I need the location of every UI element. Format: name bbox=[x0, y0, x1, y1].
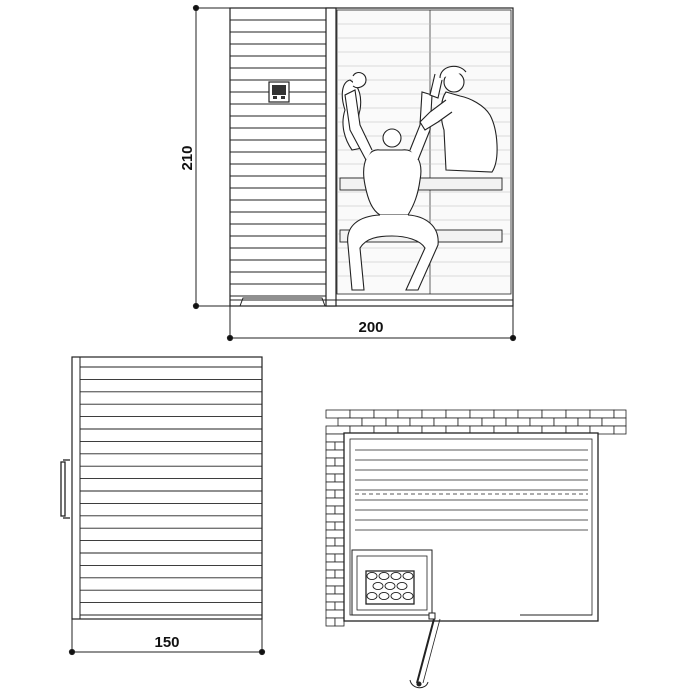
side-outer-frame bbox=[72, 357, 262, 619]
brick bbox=[386, 418, 410, 426]
heater-stone bbox=[403, 572, 413, 579]
brick bbox=[335, 474, 344, 482]
front-door-post bbox=[326, 8, 336, 306]
brick bbox=[326, 586, 335, 594]
brick bbox=[422, 410, 446, 418]
brick bbox=[335, 538, 344, 546]
brick bbox=[326, 610, 344, 618]
brick bbox=[326, 538, 335, 546]
brick bbox=[326, 490, 335, 498]
brick bbox=[326, 482, 344, 490]
brick-wall-top bbox=[326, 410, 626, 434]
brick-wall-left bbox=[326, 434, 344, 626]
brick bbox=[506, 418, 530, 426]
brick bbox=[614, 426, 626, 434]
brick bbox=[494, 410, 518, 418]
brick bbox=[326, 514, 344, 522]
brick bbox=[338, 418, 362, 426]
brick bbox=[335, 442, 344, 450]
brick bbox=[554, 418, 578, 426]
heater-stone bbox=[367, 592, 377, 599]
brick bbox=[335, 586, 344, 594]
brick bbox=[326, 602, 335, 610]
brick bbox=[326, 474, 335, 482]
brick bbox=[335, 554, 344, 562]
brick bbox=[566, 410, 590, 418]
brick bbox=[590, 410, 614, 418]
door-handle-icon bbox=[61, 460, 70, 518]
heater-icon bbox=[366, 571, 414, 604]
floor-plan bbox=[326, 410, 626, 688]
brick bbox=[326, 410, 350, 418]
heater-stone bbox=[373, 582, 383, 589]
brick bbox=[578, 418, 602, 426]
brick bbox=[518, 410, 542, 418]
brick bbox=[326, 570, 335, 578]
brick bbox=[326, 498, 344, 506]
brick bbox=[326, 466, 344, 474]
brick bbox=[326, 506, 335, 514]
side-wall-slats bbox=[80, 367, 262, 615]
brick bbox=[434, 418, 458, 426]
heater-stone bbox=[385, 582, 395, 589]
width-label: 200 bbox=[358, 319, 384, 336]
brick bbox=[326, 442, 335, 450]
depth-label: 150 bbox=[154, 634, 180, 651]
dimension-dot bbox=[193, 5, 198, 10]
brick bbox=[614, 410, 626, 418]
side-elevation bbox=[61, 357, 262, 619]
brick bbox=[335, 522, 344, 530]
heater-stone bbox=[391, 572, 401, 579]
brick bbox=[326, 618, 335, 626]
door-hinge bbox=[429, 613, 435, 619]
brick bbox=[398, 410, 422, 418]
heater-stone bbox=[379, 592, 389, 599]
brick bbox=[326, 546, 344, 554]
dimension-dot bbox=[227, 335, 232, 340]
heater-stone bbox=[379, 572, 389, 579]
brick bbox=[470, 410, 494, 418]
front-elevation bbox=[230, 8, 513, 306]
brick bbox=[542, 410, 566, 418]
dimension-dot bbox=[69, 649, 74, 654]
brick bbox=[326, 594, 344, 602]
brick bbox=[326, 530, 344, 538]
brick bbox=[374, 410, 398, 418]
brick bbox=[326, 562, 344, 570]
brick bbox=[482, 418, 506, 426]
brick bbox=[530, 418, 554, 426]
brick bbox=[326, 458, 335, 466]
brick bbox=[350, 410, 374, 418]
brick bbox=[326, 578, 344, 586]
brick bbox=[335, 490, 344, 498]
brick bbox=[602, 418, 626, 426]
brick bbox=[326, 554, 335, 562]
heater-stone bbox=[391, 592, 401, 599]
brick bbox=[362, 418, 386, 426]
brick bbox=[335, 458, 344, 466]
height-label: 210 bbox=[179, 145, 196, 171]
heater-stone bbox=[403, 592, 413, 599]
brick bbox=[335, 506, 344, 514]
brick bbox=[335, 570, 344, 578]
heater-stone bbox=[367, 572, 377, 579]
brick bbox=[410, 418, 434, 426]
brick bbox=[458, 418, 482, 426]
brick bbox=[446, 410, 470, 418]
brick bbox=[326, 434, 344, 442]
brick bbox=[326, 450, 344, 458]
brick bbox=[326, 522, 335, 530]
dimension-dot bbox=[259, 649, 264, 654]
brick bbox=[335, 602, 344, 610]
brick bbox=[335, 618, 344, 626]
heater-stone bbox=[397, 582, 407, 589]
dimension-dot bbox=[193, 303, 198, 308]
dimension-dot bbox=[510, 335, 515, 340]
control-panel-icon bbox=[269, 82, 289, 102]
